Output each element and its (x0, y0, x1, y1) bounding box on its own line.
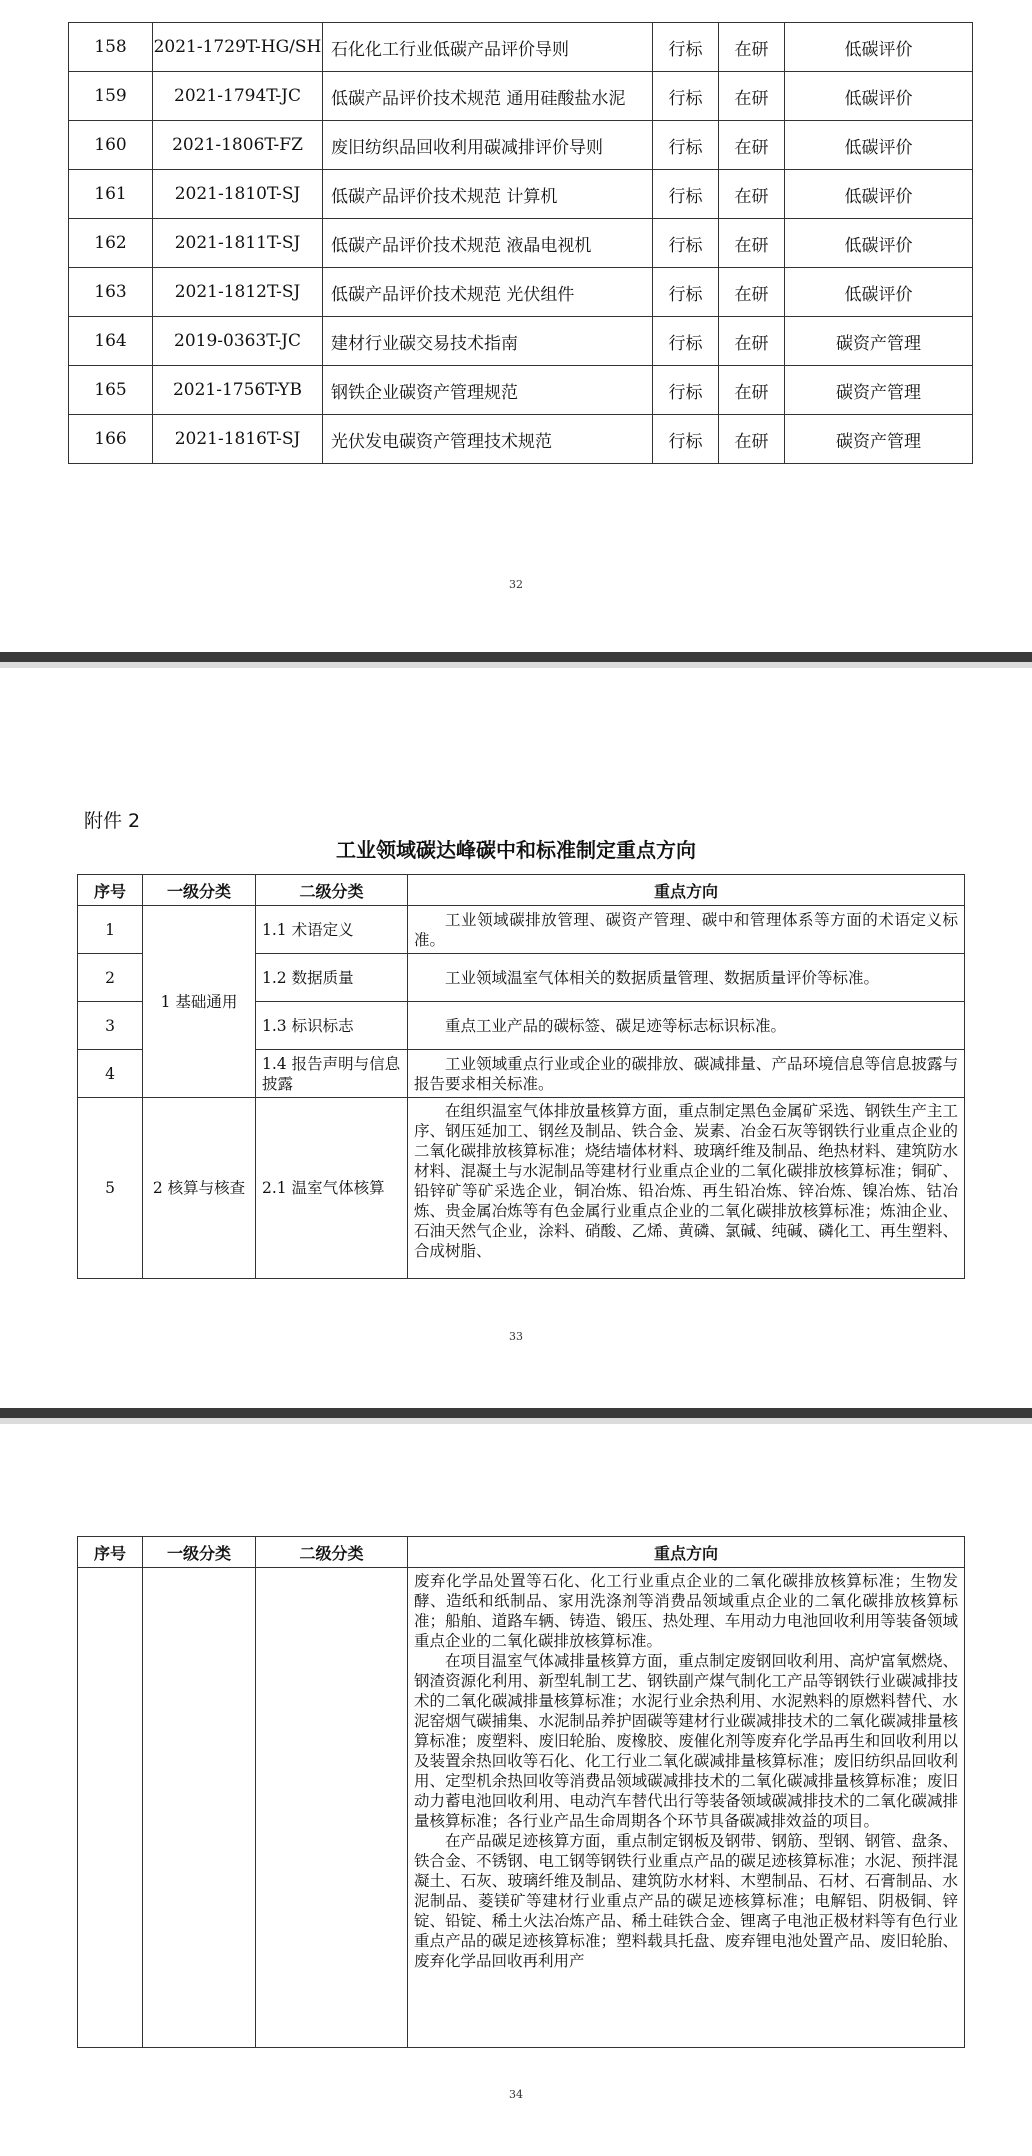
annex-label: 附件 2 (84, 810, 141, 832)
cell-status: 在研 (719, 170, 785, 219)
header-level2: 二级分类 (256, 1537, 408, 1568)
focus-cell: 重点工业产品的碳标签、碳足迹等标志标识标准。 (408, 1002, 965, 1050)
level1-accounting: 2 核算与核查 (143, 1098, 256, 1279)
cell-code: 2021-1729T-HG/SH (153, 23, 323, 72)
cell-name: 石化化工行业低碳产品评价导则 (323, 23, 653, 72)
page-number: 34 (509, 2088, 523, 2101)
cell-type: 行标 (653, 317, 719, 366)
cell-code: 2021-1812T-SJ (153, 268, 323, 317)
cell-name: 建材行业碳交易技术指南 (323, 317, 653, 366)
page-34 (0, 1424, 1032, 2156)
table-row (78, 906, 965, 954)
header-focus: 重点方向 (408, 875, 965, 906)
cell-name: 低碳产品评价技术规范 光伏组件 (323, 268, 653, 317)
cell-type: 行标 (653, 170, 719, 219)
cell-status: 在研 (719, 121, 785, 170)
cell-no: 159 (69, 72, 153, 121)
focus-paragraph: 废弃化学品处置等石化、化工行业重点企业的二氧化碳排放核算标准；生物发酵、造纸和纸制品、家用洗涤剂等消费品领域重点企业的二氧化碳排放核算标准；船舶、道路车辆、铸造、锻压、热处理、车用动力电池回收利用等装备领域重点企业的二氧化碳排放核算标准。 (414, 1572, 958, 1650)
document-title: 工业领域碳达峰碳中和标准制定重点方向 (336, 838, 696, 862)
table-row (69, 23, 973, 72)
table-row (69, 317, 973, 366)
cell-status: 在研 (719, 317, 785, 366)
cell-name: 废旧纺织品回收利用碳减排评价导则 (323, 121, 653, 170)
table-row (69, 170, 973, 219)
cell-type: 行标 (653, 219, 719, 268)
cell-name: 低碳产品评价技术规范 液晶电视机 (323, 219, 653, 268)
cell-code: 2021-1806T-FZ (153, 121, 323, 170)
cell-cat: 碳资产管理 (785, 317, 973, 366)
row-no: 2 (78, 954, 143, 1002)
level1-cell (143, 1568, 256, 2048)
level2-cell: 1.4 报告声明与信息披露 (256, 1050, 408, 1098)
cell-code: 2021-1811T-SJ (153, 219, 323, 268)
row-no: 5 (78, 1098, 143, 1279)
cell-status: 在研 (719, 366, 785, 415)
cell-no: 160 (69, 121, 153, 170)
level2-cell (256, 1568, 408, 2048)
table-row (69, 366, 973, 415)
cell-name: 低碳产品评价技术规范 通用硅酸盐水泥 (323, 72, 653, 121)
standards-table (68, 22, 973, 464)
cell-cat: 低碳评价 (785, 23, 973, 72)
row-no: 1 (78, 906, 143, 954)
row-no: 3 (78, 1002, 143, 1050)
cell-status: 在研 (719, 72, 785, 121)
header-level1: 一级分类 (143, 875, 256, 906)
level2-cell: 1.1 术语定义 (256, 906, 408, 954)
cell-type: 行标 (653, 366, 719, 415)
page-separator (0, 1408, 1032, 1424)
header-no: 序号 (78, 1537, 143, 1568)
table-row (69, 121, 973, 170)
page-32 (0, 0, 1032, 652)
cell-status: 在研 (719, 268, 785, 317)
level2-cell: 2.1 温室气体核算 (256, 1098, 408, 1279)
cell-no: 161 (69, 170, 153, 219)
table-row (69, 268, 973, 317)
cell-cat: 低碳评价 (785, 170, 973, 219)
cell-cat: 碳资产管理 (785, 415, 973, 464)
row-no: 4 (78, 1050, 143, 1098)
page-number: 32 (509, 578, 523, 591)
cell-no: 162 (69, 219, 153, 268)
cell-code: 2021-1794T-JC (153, 72, 323, 121)
header-focus: 重点方向 (408, 1537, 965, 1568)
focus-table (77, 874, 965, 1279)
focus-cell: 工业领域碳排放管理、碳资产管理、碳中和管理体系等方面的术语定义标准。 (408, 906, 965, 954)
page-separator (0, 652, 1032, 668)
table-header-row (78, 875, 965, 906)
cell-cat: 碳资产管理 (785, 366, 973, 415)
focus-cell: 工业领域重点行业或企业的碳排放、碳减排量、产品环境信息等信息披露与报告要求相关标准。 (408, 1050, 965, 1098)
focus-paragraph: 在项目温室气体减排量核算方面，重点制定废钢回收利用、高炉富氧燃烧、钢渣资源化利用、新型轧制工艺、钢铁副产煤气制化工产品等钢铁行业碳减排技术的二氧化碳减排量核算标准；水泥行业余热利用、水泥熟料的原燃料替代、水泥窑烟气碳捕集、水泥制品养护固碳等建材行业碳减排技术的二氧化碳减排量核算标准；废塑料、废旧轮胎、废橡胶、废催化剂等废弃化学品再生和回收利用以及装置余热回收等石化、化工行业二氧化碳减排量核算标准；废旧纺织品回收利用、定型机余热回收等消费品领域碳减排技术的二氧化碳减排量核算标准；废旧动力蓄电池回收利用、电动汽车替代出行等装备领域碳减排技术的二氧化碳减排量核算标准；各行业产品生命周期各个环节具备碳减排效益的项目。 (414, 1652, 958, 1830)
cell-code: 2019-0363T-JC (153, 317, 323, 366)
table-row (78, 1568, 965, 2048)
cell-no: 165 (69, 366, 153, 415)
cell-type: 行标 (653, 72, 719, 121)
table-row (78, 1098, 965, 1279)
standards-table-body (69, 23, 973, 464)
cell-no: 158 (69, 23, 153, 72)
level1-basic: 1 基础通用 (143, 906, 256, 1098)
level2-cell: 1.2 数据质量 (256, 954, 408, 1002)
cell-cat: 低碳评价 (785, 121, 973, 170)
cell-code: 2021-1810T-SJ (153, 170, 323, 219)
cell-no: 166 (69, 415, 153, 464)
cell-cat: 低碳评价 (785, 219, 973, 268)
cell-name: 钢铁企业碳资产管理规范 (323, 366, 653, 415)
table-row (69, 415, 973, 464)
cell-status: 在研 (719, 219, 785, 268)
cell-status: 在研 (719, 415, 785, 464)
cell-code: 2021-1816T-SJ (153, 415, 323, 464)
row-no (78, 1568, 143, 2048)
cell-code: 2021-1756T-YB (153, 366, 323, 415)
table-row (69, 219, 973, 268)
cell-no: 164 (69, 317, 153, 366)
focus-cell (408, 1568, 965, 2048)
page-33 (0, 668, 1032, 1408)
focus-cell: 在组织温室气体排放量核算方面，重点制定黑色金属矿采选、钢铁生产主工序、钢压延加工、钢丝及制品、铁合金、炭素、冶金石灰等钢铁行业重点企业的二氧化碳排放核算标准；烧结墙体材料、玻璃纤维及制品、绝热材料、建筑防水材料、混凝土与水泥制品等建材行业重点企业的二氧化碳排放核算标准；铜矿、铅锌矿等矿采选企业，铜冶炼、铅冶炼、再生铅冶炼、锌冶炼、镍冶炼、钴冶炼、贵金属冶炼等有色金属行业重点企业的二氧化碳排放核算标准；炼油企业、石油天然气企业，涂料、硝酸、乙烯、黄磷、氯碱、纯碱、磷化工、再生塑料、合成树脂、 (408, 1098, 965, 1279)
level2-cell: 1.3 标识标志 (256, 1002, 408, 1050)
table-row (69, 72, 973, 121)
cell-type: 行标 (653, 121, 719, 170)
cell-no: 163 (69, 268, 153, 317)
cell-type: 行标 (653, 268, 719, 317)
cell-name: 光伏发电碳资产管理技术规范 (323, 415, 653, 464)
cell-status: 在研 (719, 23, 785, 72)
focus-cell: 工业领域温室气体相关的数据质量管理、数据质量评价等标准。 (408, 954, 965, 1002)
cell-type: 行标 (653, 23, 719, 72)
table-header-row (78, 1537, 965, 1568)
header-no: 序号 (78, 875, 143, 906)
cell-name: 低碳产品评价技术规范 计算机 (323, 170, 653, 219)
cell-type: 行标 (653, 415, 719, 464)
focus-paragraph: 在产品碳足迹核算方面，重点制定钢板及钢带、钢筋、型钢、钢管、盘条、铁合金、不锈钢、电工钢等钢铁行业重点产品的碳足迹核算标准；水泥、预拌混凝土、石灰、玻璃纤维及制品、建筑防水材料、木塑制品、石材、石膏制品、水泥制品、菱镁矿等建材行业重点产品的碳足迹核算标准；电解铝、阴极铜、锌锭、铅锭、稀土火法冶炼产品、稀土硅铁合金、锂离子电池正极材料等有色行业重点产品的碳足迹核算标准；塑料载具托盘、废弃锂电池处置产品、废旧轮胎、废弃化学品回收再利用产 (414, 1832, 958, 1970)
cell-cat: 低碳评价 (785, 72, 973, 121)
header-level1: 一级分类 (143, 1537, 256, 1568)
focus-table-continued (77, 1536, 965, 2048)
header-level2: 二级分类 (256, 875, 408, 906)
page-number: 33 (509, 1330, 523, 1343)
cell-cat: 低碳评价 (785, 268, 973, 317)
